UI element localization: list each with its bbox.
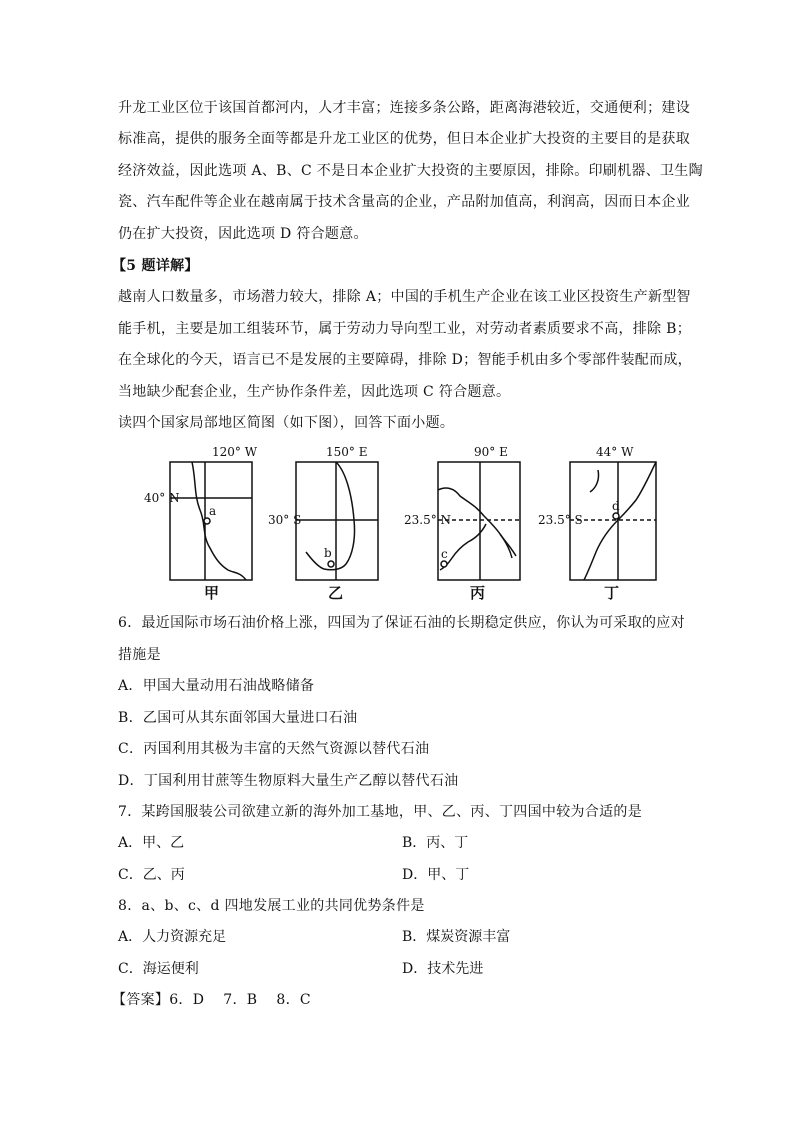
answer-line: 【答案】6．D 7．B 8．C — [112, 992, 311, 1008]
text-line: 当地缺少配套企业，生产协作条件差，因此选项 C 符合题意。 — [118, 384, 511, 400]
text-line: 仍在扩大投资，因此选项 D 符合题意。 — [118, 226, 368, 242]
map-jia-top-label: 120° W — [212, 445, 258, 459]
text-line: 能手机，主要是加工组装环节，属于劳动力导向型工业，对劳动者素质要求不高，排除 B； — [118, 321, 692, 337]
map-jia — [170, 462, 252, 580]
q8-option-c: C．海运便利 — [118, 961, 199, 977]
q7-option-d: D．甲、丁 — [402, 867, 470, 883]
text-line: 经济效益，因此选项 A、B、C 不是日本企业扩大投资的主要原因，排除。印刷机器、卫生陶 — [118, 163, 703, 179]
heading-q5: 【5 题详解】 — [112, 258, 199, 274]
q6-option-b: B．乙国可从其东面邻国大量进口石油 — [118, 710, 358, 726]
q7-option-c: C．乙、丙 — [118, 867, 185, 883]
q7-option-a: A．甲、乙 — [118, 835, 185, 851]
map-jia-side-label: 40° N — [144, 491, 180, 505]
q6-option-d: D．丁国利用甘蔗等生物原料大量生产乙醇以替代石油 — [118, 773, 459, 789]
text-line: 瓷、汽车配件等企业在越南属于技术含量高的企业，产品附加值高，利润高，因而日本企业 — [118, 194, 690, 210]
map-jia-name: 甲 — [204, 584, 220, 602]
text-line: 标准高，提供的服务全面等都是升龙工业区的优势，但日本企业扩大投资的主要目的是获取 — [118, 131, 690, 147]
map-yi-side-label: 30° S — [268, 513, 302, 527]
map-jia-point: a — [209, 504, 217, 518]
text-line: 在全球化的今天，语言已不是发展的主要障碍，排除 D；智能手机由多个零部件装配而成， — [118, 352, 692, 368]
q6-stem-line: 6．最近国际市场石油价格上涨，四国为了保证石油的长期稳定供应，你认为可采取的应对 — [118, 615, 685, 631]
q8-option-d: D．技术先进 — [402, 961, 484, 977]
map-yi-point: b — [324, 546, 332, 560]
map-yi — [296, 462, 378, 580]
map-bing-side-label: 23.5° N — [404, 513, 452, 527]
map-ding-point: d — [612, 499, 620, 513]
q8-option-a: A．人力资源充足 — [118, 929, 227, 945]
text-line: 越南人口数量多，市场潜力较大，排除 A；中国的手机生产企业在该工业区投资生产新型智 — [118, 289, 691, 305]
q8-stem: 8．a、b、c、d 四地发展工业的共同优势条件是 — [118, 898, 425, 914]
q8-option-b: B．煤炭资源丰富 — [402, 929, 511, 945]
q6-option-c: C．丙国利用其极为丰富的天然气资源以替代石油 — [118, 741, 430, 757]
map-ding — [570, 462, 656, 580]
maps-figure — [0, 440, 794, 610]
map-bing-name: 丙 — [470, 584, 486, 602]
map-yi-name: 乙 — [328, 584, 344, 602]
map-bing-top-label: 90° E — [474, 445, 508, 459]
q7-stem: 7．某跨国服装公司欲建立新的海外加工基地，甲、乙、丙、丁四国中较为合适的是 — [118, 804, 643, 820]
q6-stem-line: 措施是 — [118, 647, 161, 663]
intro-text: 读四个国家局部地区简图（如下图），回答下面小题。 — [118, 415, 455, 431]
q7-option-b: B．丙、丁 — [402, 835, 469, 851]
map-ding-side-label: 23.5° S — [538, 513, 583, 527]
map-yi-top-label: 150° E — [326, 445, 368, 459]
map-ding-name: 丁 — [604, 584, 620, 602]
map-ding-top-label: 44° W — [596, 445, 634, 459]
q6-option-a: A．甲国大量动用石油战略储备 — [118, 678, 315, 694]
map-bing-point: c — [441, 547, 448, 561]
text-line: 升龙工业区位于该国首都河内，人才丰富；连接多条公路，距离海港较近，交通便利；建设 — [118, 100, 690, 116]
